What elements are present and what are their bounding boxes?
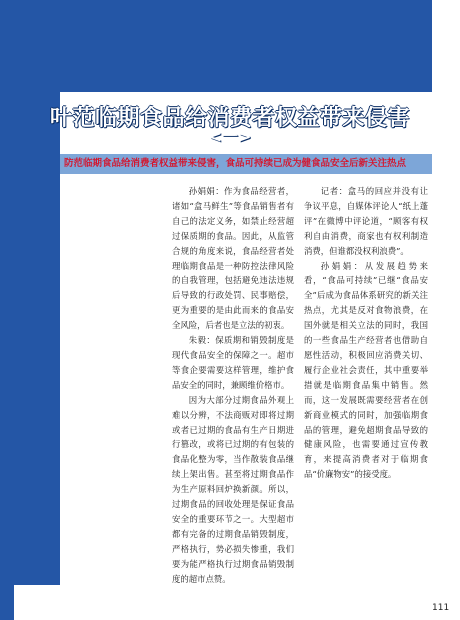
right-paragraph-2: 孙娟娟：从发展趋势来看，“食品可持续”已继“食品安全”后成为食品体系研究的新关注热点，尤其是反对食物浪费，在国外就是相关立法的同时，我国的一些食品生产经营者也借助自愿性活动，积极回应消费关切、履行企业社会责任，其中重要举措就是临期食品集中销售。然而，这一发展既需要经营者在创新商业模式的同时，加强临期食品的管理，避免超期食品导致的健康风险，也需要通过宣传教育，来提高消费者对于临期食品“价廉物安”的接受度。 [304, 260, 428, 480]
page-number: 111 [432, 603, 450, 613]
middle-paragraph-1: 孙娟娟：作为食品经营者，诸如“盒马鲜生”等食品销售者有自己的法定义务，如禁止经营超过保质期的食品。因此，从监管合规的角度来说，食品经营者处理临期食品是一种防控法律风险的自我管理，包括避免违法违规后导致的行政处罚、民事赔偿，更为重要的是由此而来的食品安全风险，后者也是立法的初衷。 [172, 186, 294, 331]
right-paragraph-1: 记者：盒马的回应并没有让争议平息，自媒体评论人“纸上蓬评”在微博中评论道，“顾客有权利自由消费，商家也有权利制造消费，但谁都没权利浪费”。 [304, 186, 428, 256]
article-title: 叶范临期食品给消费者权益带来侵害 [49, 106, 410, 131]
middle-paragraph-2: 朱毅：保质期和销毁制度是现代食品安全的保障之一。超市等食企要需要这样管理，维护食品安全的同时，兼顾维价格市。 [172, 335, 294, 390]
right-column [304, 184, 428, 482]
left-column [60, 227, 162, 570]
highlight-text: 防范临期食品给消费者权益带来侵害，食品可持续已成为健食品安全后新关注热点 [64, 158, 407, 169]
middle-paragraph-3: 因为大部分过期食品外观上难以分辨，不法商贩对即将过期或者已过期的食品有生产日期进行篡改，或将已过期的有包装的食品化整为零，当作散装食品继续上架出售。甚至将过期食品作为生产原料回炉换新颜。所以，过期食品的回收处理是保证食品安全的重要环节之一。大型超市都有完备的过期食品销毁制度，严格执行，势必损失惨重，我们要为能严格执行过期食品销毁制度的超市点赞。 [172, 394, 294, 584]
middle-column [172, 184, 294, 586]
left-blue-edge-bar [0, 0, 14, 620]
article-subtitle: <一> [208, 127, 252, 146]
left-paragraph-1: 记者：日前，一则《临期间品制造注重械也不送入，盒马鲜生被批滥要》的新闻在网上流传，蔬菜肉类、甜品饮料一批批被无情扔进垃圾桶里，只因它们临近保质期。对此，盒马在回应中称，过期商品确实有安全问题，比如叫腿死掉后会释放毒素，所以加热也无法彻底消灭细菌，贪小便宜吃掉也是非常危险的。 [60, 229, 162, 403]
left-paragraph-2: 如何解决这一问题，牵扯到资源是否能在社会中尽量流通及分配，从而在最大程度上减少浪费的问题。数据这方面谈论还是有很大进步空间的，在订货量和实际购买量方面也需要最大限度地保持平衡，从源头止损当然是避免浪费的最好方式，这方面也是有所欠缺，需要更多地努力。 [60, 407, 162, 567]
